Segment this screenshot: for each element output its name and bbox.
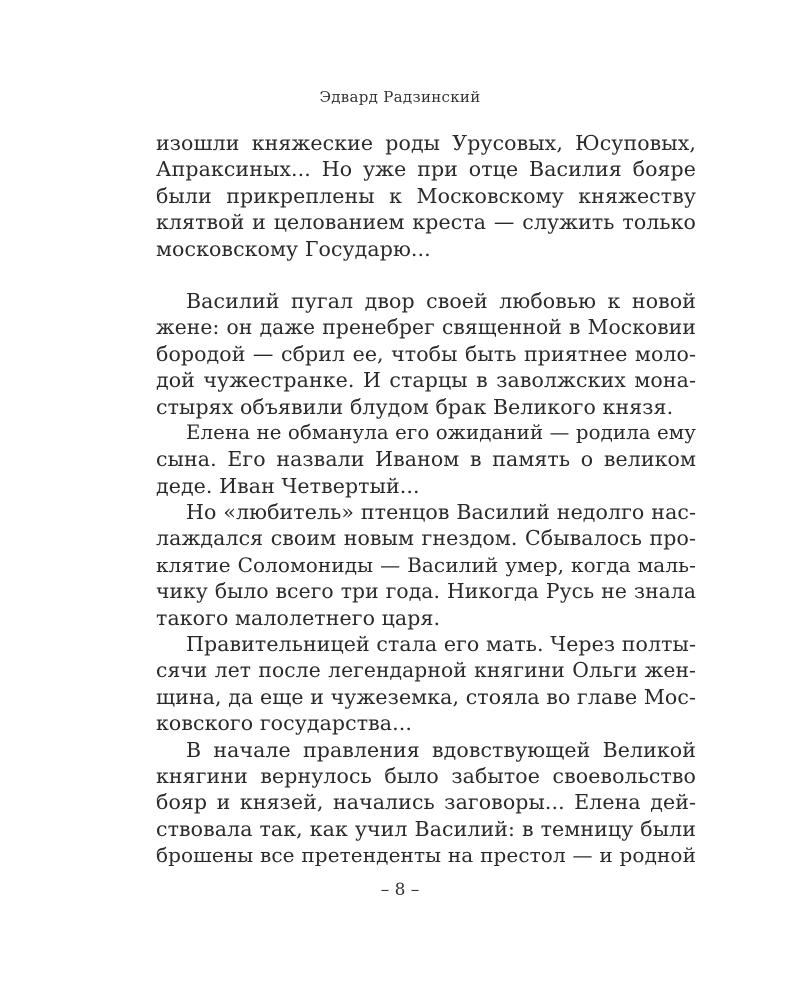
paragraph (156, 420, 696, 499)
running-header: Эдвард Радзинский (319, 88, 481, 106)
text-line: брошены все претенденты на престол — и родной (156, 843, 696, 868)
text-line: Но «любитель» птенцов Василий недолго нас- (186, 500, 696, 525)
page-number: – 8 – (380, 880, 420, 900)
text-line: московскому Государю... (156, 236, 431, 261)
text-line: бояр и князей, начались заговоры... Елена дей- (156, 790, 696, 815)
paragraph (156, 130, 696, 262)
text-line: бородой — сбрил ее, чтобы быть приятнее моло- (156, 341, 696, 366)
paragraph (156, 288, 696, 420)
text-line: Правительницей стала его мать. Через полты- (186, 632, 696, 657)
text-line: лаждался своим новым гнездом. Сбывалось про- (156, 526, 696, 551)
paragraph (156, 499, 696, 631)
text-line: дой чужестранке. И старцы в заволжских мона- (156, 368, 696, 393)
text-line: ствовала так, как учил Василий: в темницу были (156, 816, 696, 841)
text-line: сына. Его назвали Иваном в память о великом (156, 447, 696, 472)
body-text (156, 130, 696, 869)
paragraph (156, 737, 696, 869)
text-line: Василий пугал двор своей любовью к новой (186, 288, 696, 313)
text-line: Апраксиных... Но уже при отце Василия бояре (156, 157, 696, 182)
text-line: стырях объявили блудом брак Великого князя. (156, 394, 674, 419)
text-line: сячи лет после легендарной княгини Ольги жен- (156, 658, 696, 683)
text-line: изошли княжеские роды Урусовых, Юсуповых, (156, 131, 696, 155)
text-line: клятвой и целованием креста — служить только (156, 210, 696, 235)
paragraph (156, 631, 696, 737)
text-line: жене: он даже пренебрег священной в Московии (156, 315, 696, 340)
text-line: клятие Соломониды — Василий умер, когда маль- (156, 552, 696, 577)
text-line: ковского государства... (156, 711, 412, 736)
text-line: были прикреплены к Московскому княжеству (156, 183, 696, 208)
text-line: княгини вернулось было забытое своевольство (156, 763, 696, 788)
text-line: чику было всего три года. Никогда Русь не знала (156, 579, 696, 604)
text-line: Елена не обманула его ожиданий — родила ему (186, 420, 696, 444)
text-line: деде. Иван Четвертый... (156, 473, 420, 498)
text-line: такого малолетнего царя. (156, 605, 441, 630)
section-break (156, 262, 696, 288)
text-line: щина, да еще и чужеземка, стояла во главе Мос- (156, 684, 696, 709)
text-line: В начале правления вдовствующей Великой (186, 737, 696, 762)
